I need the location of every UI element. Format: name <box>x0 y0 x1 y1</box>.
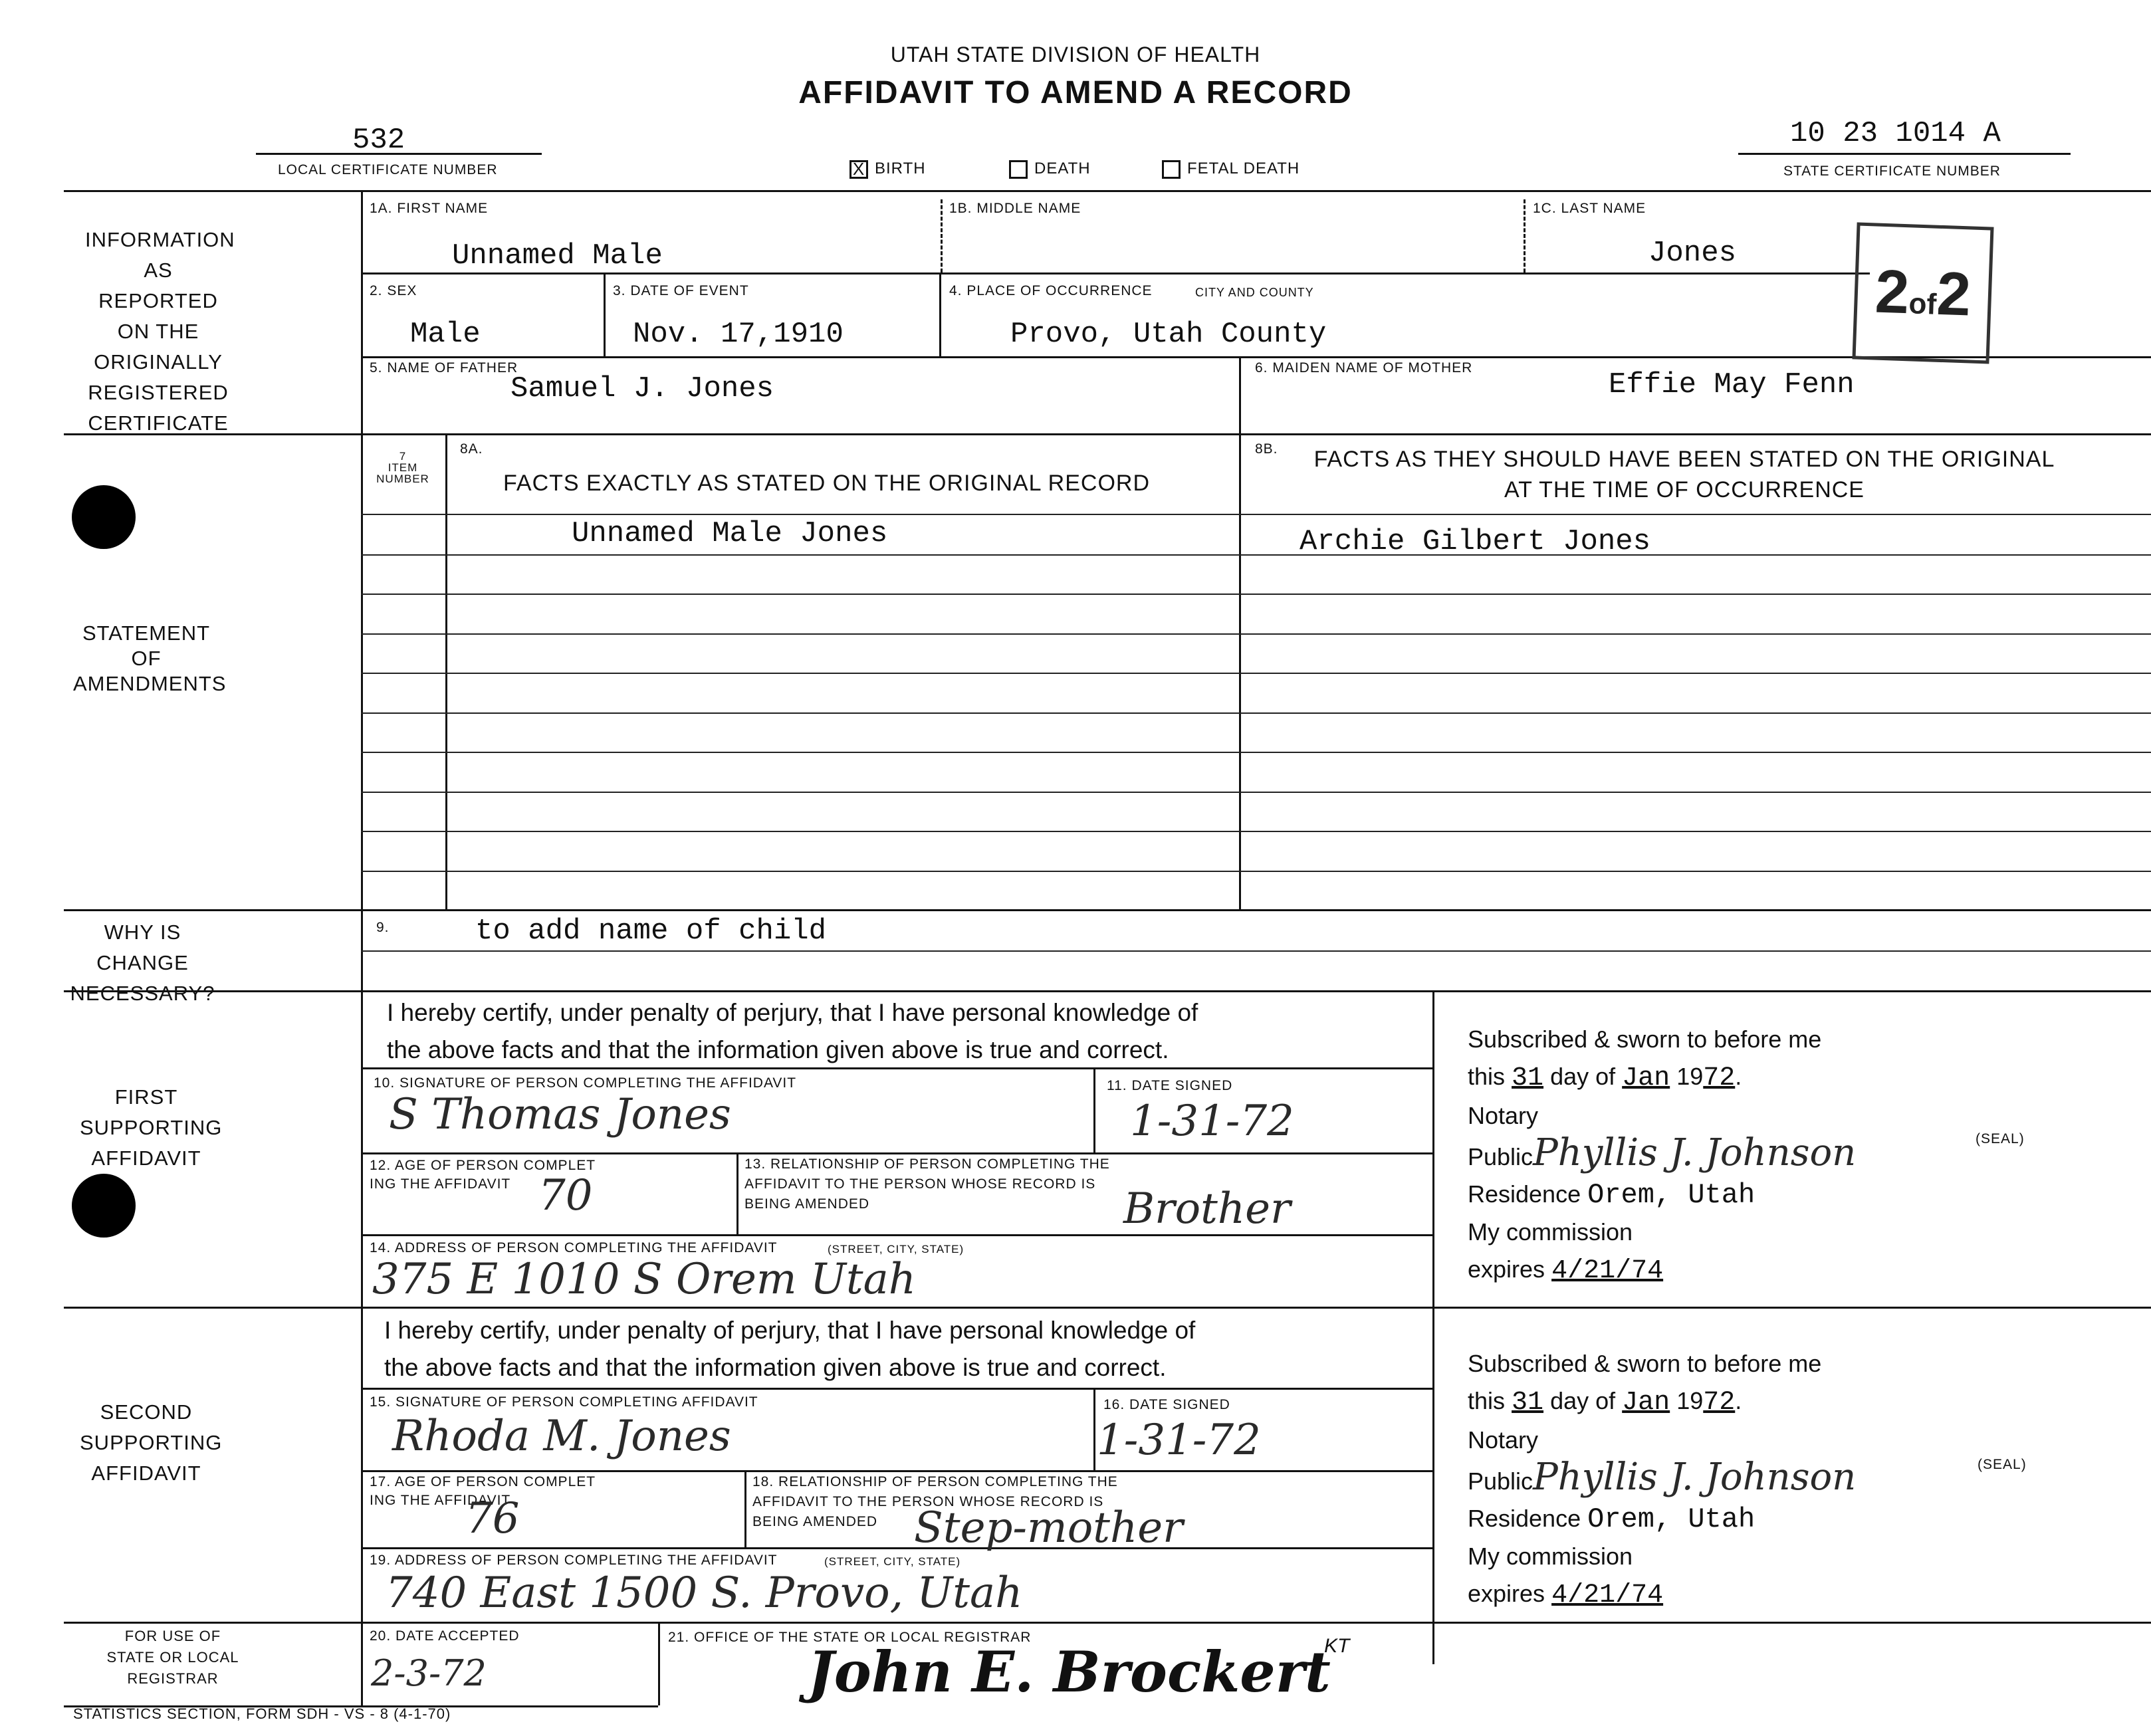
value-mother[interactable]: Effie May Fenn <box>1609 368 1855 401</box>
rule-s-age <box>744 1470 746 1547</box>
label-sig10: 10. SIGNATURE OF PERSON COMPLETING THE AFFIDAVIT <box>374 1075 797 1091</box>
section-registrar-label: FOR USE OF STATE OR LOCAL REGISTRAR <box>106 1628 239 1687</box>
death-label: DEATH <box>1034 160 1091 177</box>
rule-s2 <box>361 1470 1432 1472</box>
state-cert-underline <box>1738 153 2071 155</box>
value-fact-should[interactable]: Archie Gilbert Jones <box>1300 525 1651 558</box>
stamp-num: 2 <box>1874 257 1911 327</box>
value-last-name[interactable]: Jones <box>1648 237 1737 270</box>
second-notary-year[interactable]: 72 <box>1703 1388 1736 1418</box>
second-expires-line <box>1468 1575 1856 1614</box>
birth-label: BIRTH <box>875 160 926 177</box>
first-expires-label: expires <box>1468 1255 1545 1283</box>
facts-should-line2: AT THE TIME OF OCCURRENCE <box>1504 477 1865 502</box>
rule-registrar <box>658 1622 660 1705</box>
rule-s1 <box>361 1388 1432 1390</box>
label-date20: 20. DATE ACCEPTED <box>370 1628 520 1644</box>
state-cert-number: 10 23 1014 A <box>1790 117 2001 150</box>
item-number-7: 7 <box>399 450 407 463</box>
why-line <box>361 950 2151 952</box>
second-period: . <box>1735 1387 1742 1414</box>
second-notary-label: Notary <box>1468 1426 1539 1454</box>
second-expires[interactable]: 4/21/74 <box>1551 1580 1664 1610</box>
rule-dash-1 <box>941 199 943 272</box>
checkbox-death[interactable] <box>1009 160 1091 179</box>
rule-top <box>64 190 2151 192</box>
item-word: ITEM <box>388 461 418 474</box>
second-public: Public <box>1468 1467 1533 1495</box>
item-number-header <box>370 451 436 485</box>
label-addr19sub: (STREET, CITY, STATE) <box>824 1555 961 1568</box>
first-notary-label: Notary <box>1468 1102 1539 1129</box>
rule-dash-2 <box>1524 199 1526 272</box>
rule-row1 <box>361 272 1870 274</box>
amend-line-10 <box>361 871 2151 872</box>
form-footer: STATISTICS SECTION, FORM SDH - VS - 8 (4-1-70) <box>73 1705 451 1722</box>
second-notary-day[interactable]: 31 <box>1512 1388 1544 1418</box>
second-residence-label: Residence <box>1468 1505 1581 1532</box>
second-relationship[interactable]: Step-mother <box>914 1503 1183 1553</box>
value-fact-exact[interactable]: Unnamed Male Jones <box>572 517 888 550</box>
rule-section-divider <box>361 190 363 1705</box>
value-place[interactable]: Provo, Utah County <box>1010 318 1327 351</box>
first-period: . <box>1735 1063 1742 1090</box>
section-statement-label: STATEMENT OF AMENDMENTS <box>73 621 227 695</box>
first-residence[interactable]: Orem, Utah <box>1587 1179 1755 1211</box>
rule-s-date <box>1093 1388 1095 1470</box>
label-age12a: 12. AGE OF PERSON COMPLET <box>370 1158 596 1173</box>
fetal-label: FETAL DEATH <box>1187 160 1300 177</box>
label-rel18a: 18. RELATIONSHIP OF PERSON COMPLETING THE <box>752 1474 1118 1489</box>
amend-line-6 <box>361 712 2151 714</box>
label-rel18b: AFFIDAVIT TO THE PERSON WHOSE RECORD IS <box>752 1494 1104 1509</box>
first-notary-month[interactable]: Jan <box>1622 1063 1670 1093</box>
punch-hole-1 <box>72 485 136 549</box>
second-age[interactable]: 76 <box>465 1494 520 1543</box>
death-box <box>1009 160 1028 179</box>
label-sig15: 15. SIGNATURE OF PERSON COMPLETING AFFIDAVIT <box>370 1394 758 1410</box>
label-rel18c: BEING AMENDED <box>752 1514 878 1529</box>
amend-line-3 <box>361 594 2151 595</box>
label-addr14sub: (STREET, CITY, STATE) <box>828 1243 964 1255</box>
first-expires[interactable]: 4/21/74 <box>1551 1256 1664 1286</box>
facts-should-line1: FACTS AS THEY SHOULD HAVE BEEN STATED ON THE ORIGINAL <box>1313 447 2055 472</box>
amend-line-2 <box>361 554 2151 556</box>
section-info-label: INFORMATION AS REPORTED ON THE ORIGINALLY REGISTERED CERTIFICATE <box>85 228 235 435</box>
value-sex[interactable]: Male <box>410 318 481 351</box>
agency-title: UTAH STATE DIVISION OF HEALTH <box>890 43 1261 66</box>
punch-hole-2 <box>72 1174 136 1238</box>
first-seal: (SEAL) <box>1976 1131 2025 1146</box>
form-title: AFFIDAVIT TO AMEND A RECORD <box>798 75 1353 110</box>
label-rel13b: AFFIDAVIT TO THE PERSON WHOSE RECORD IS <box>744 1176 1096 1192</box>
first-notary-date-line <box>1468 1058 1856 1097</box>
label-father: 5. NAME OF FATHER <box>370 360 518 376</box>
registrar-initials: KT <box>1324 1635 1350 1657</box>
amend-line-4 <box>361 633 2151 635</box>
first-date-signed[interactable]: 1-31-72 <box>1130 1097 1294 1146</box>
second-commission: My commission <box>1468 1543 1633 1570</box>
amend-line-9 <box>361 831 2151 832</box>
first-commission: My commission <box>1468 1218 1633 1246</box>
first-public-line <box>1468 1131 1857 1176</box>
label-sex: 2. SEX <box>370 283 417 298</box>
first-signature[interactable]: S Thomas Jones <box>389 1090 731 1139</box>
second-residence[interactable]: Orem, Utah <box>1587 1503 1755 1535</box>
birth-check-mark: X <box>852 158 865 179</box>
first-year-prefix: 19 <box>1676 1063 1704 1090</box>
value-why[interactable]: to add name of child <box>475 915 827 948</box>
second-expires-label: expires <box>1468 1580 1545 1607</box>
first-public: Public <box>1468 1143 1533 1170</box>
rule-f-date <box>1093 1067 1095 1152</box>
label-place-sub: CITY AND COUNTY <box>1195 286 1314 299</box>
second-cert-line2: the above facts and that the information given above is true and correct. <box>384 1354 1167 1381</box>
label-item9: 9. <box>376 920 390 935</box>
label-addr19: 19. ADDRESS OF PERSON COMPLETING THE AFFIDAVIT <box>370 1553 778 1568</box>
label-date16: 16. DATE SIGNED <box>1103 1397 1230 1412</box>
second-public-line <box>1468 1456 1857 1500</box>
rule-first-bottom <box>64 1307 2151 1309</box>
state-cert-label: STATE CERTIFICATE NUMBER <box>1783 163 2001 179</box>
first-notary-line1: Subscribed & sworn to before me <box>1468 1026 1822 1053</box>
rule-info-bottom <box>64 433 2151 435</box>
second-signature[interactable]: Rhoda M. Jones <box>392 1412 731 1461</box>
label-middle-name: 1B. MIDDLE NAME <box>949 201 1081 216</box>
first-this: this <box>1468 1063 1506 1090</box>
item-number-word: NUMBER <box>376 473 429 485</box>
amend-line-8 <box>361 792 2151 793</box>
date-accepted[interactable]: 2-3-72 <box>371 1652 487 1694</box>
second-residence-line <box>1468 1500 1856 1538</box>
rule-date-place <box>939 272 941 356</box>
second-this: this <box>1468 1387 1506 1414</box>
header-facts-exact: FACTS EXACTLY AS STATED ON THE ORIGINAL RECORD <box>503 471 1150 496</box>
second-day-of: day of <box>1550 1387 1616 1414</box>
rule-why-bottom <box>64 990 2151 992</box>
first-address[interactable]: 375 E 1010 S Orem Utah <box>372 1255 916 1304</box>
first-residence-line <box>1468 1176 1856 1214</box>
value-father[interactable]: Samuel J. Jones <box>510 372 774 405</box>
first-expires-line <box>1468 1251 1856 1290</box>
rule-f2 <box>361 1152 1432 1154</box>
fetal-box <box>1162 160 1181 179</box>
label-date-event: 3. DATE OF EVENT <box>613 283 749 298</box>
header-facts-should <box>1239 444 2130 505</box>
amend-line-7 <box>361 752 2151 753</box>
label-rel13a: 13. RELATIONSHIP OF PERSON COMPLETING THE <box>744 1156 1110 1172</box>
rule-f-age <box>736 1152 738 1234</box>
local-cert-underline <box>256 153 542 155</box>
rule-f3 <box>361 1234 1432 1236</box>
first-notary-signature[interactable]: Phyllis J. Johnson <box>1533 1131 1857 1174</box>
second-notary-month[interactable]: Jan <box>1622 1388 1670 1418</box>
second-cert-text <box>384 1312 1195 1386</box>
label-8a: 8A. <box>460 441 483 457</box>
rule-notary-col <box>1432 990 1434 1664</box>
label-addr14: 14. ADDRESS OF PERSON COMPLETING THE AFFIDAVIT <box>370 1240 778 1255</box>
checkbox-birth[interactable] <box>849 160 926 179</box>
second-seal: (SEAL) <box>1978 1457 2027 1472</box>
value-first-name[interactable]: Unnamed Male <box>452 239 663 272</box>
rule-amend-bottom <box>64 909 2151 911</box>
first-relationship[interactable]: Brother <box>1123 1184 1291 1234</box>
amend-line-1 <box>361 514 2151 515</box>
label-date11: 11. DATE SIGNED <box>1107 1078 1233 1093</box>
section-why-label: WHY IS CHANGE NECESSARY? <box>70 921 215 1005</box>
second-date-signed[interactable]: 1-31-72 <box>1097 1416 1261 1465</box>
amend-line-5 <box>361 673 2151 674</box>
first-day-of: day of <box>1550 1063 1616 1090</box>
section-first-label: FIRST SUPPORTING AFFIDAVIT <box>80 1085 223 1170</box>
label-8b: 8B. <box>1255 441 1278 457</box>
rule-s3 <box>361 1547 1432 1549</box>
first-cert-line1: I hereby certify, under penalty of perjury, that I have personal knowledge of <box>387 999 1198 1026</box>
second-notary-line1: Subscribed & sworn to before me <box>1468 1350 1822 1377</box>
stamp-num2: 2 <box>1935 259 1972 329</box>
label-mother: 6. MAIDEN NAME OF MOTHER <box>1255 360 1473 376</box>
label-age17b: ING THE AFFIDAVIT <box>370 1493 511 1508</box>
second-cert-line1: I hereby certify, under penalty of perjury, that I have personal knowledge of <box>384 1317 1196 1344</box>
local-cert-number: 532 <box>352 124 405 157</box>
checkbox-fetal-death[interactable] <box>1162 160 1300 179</box>
birth-box <box>849 160 868 179</box>
first-notary-day[interactable]: 31 <box>1512 1063 1544 1093</box>
label-first-name: 1A. FIRST NAME <box>370 201 489 216</box>
first-residence-label: Residence <box>1468 1180 1581 1208</box>
registrar-signature[interactable]: John E. Brockert <box>808 1639 1331 1705</box>
label-rel13c: BEING AMENDED <box>744 1196 870 1212</box>
second-year-prefix: 19 <box>1676 1387 1704 1414</box>
first-notary-year[interactable]: 72 <box>1703 1063 1736 1093</box>
local-cert-label: LOCAL CERTIFICATE NUMBER <box>278 162 498 177</box>
second-notary-signature[interactable]: Phyllis J. Johnson <box>1533 1456 1857 1499</box>
second-notary-block <box>1468 1345 1856 1614</box>
second-notary-date-line <box>1468 1382 1856 1422</box>
first-notary-block <box>1468 1021 1856 1290</box>
label-age12b: ING THE AFFIDAVIT <box>370 1176 511 1192</box>
label-place: 4. PLACE OF OCCURRENCE <box>949 283 1153 298</box>
label-last-name: 1C. LAST NAME <box>1533 201 1646 216</box>
section-second-label: SECOND SUPPORTING AFFIDAVIT <box>80 1400 223 1485</box>
rule-item-col <box>445 433 447 909</box>
rule-father-mother <box>1239 356 1241 433</box>
page-stamp <box>1852 222 1993 364</box>
first-cert-line2: the above facts and that the information given above is true and correct. <box>387 1036 1169 1063</box>
label-office21: 21. OFFICE OF THE STATE OR LOCAL REGISTRAR <box>668 1630 1032 1645</box>
label-age17a: 17. AGE OF PERSON COMPLET <box>370 1474 596 1489</box>
stamp-of: of <box>1908 287 1938 321</box>
value-date-event[interactable]: Nov. 17,1910 <box>633 318 844 351</box>
second-address[interactable]: 740 East 1500 S. Provo, Utah <box>386 1569 1023 1618</box>
first-age[interactable]: 70 <box>538 1171 593 1220</box>
rule-sex-date <box>604 272 606 356</box>
first-cert-text <box>387 994 1198 1069</box>
rule-second-bottom <box>64 1622 2151 1624</box>
